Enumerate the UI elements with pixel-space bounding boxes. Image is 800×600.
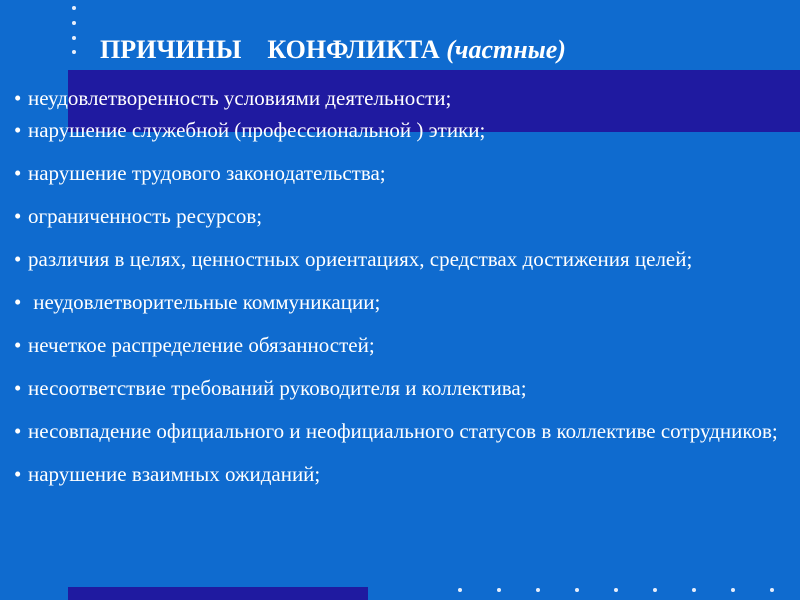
list-item <box>12 84 790 113</box>
decorative-dot <box>614 588 618 592</box>
bullet-icon: • <box>14 419 22 443</box>
decorative-dot <box>458 588 462 592</box>
list-item <box>12 331 790 360</box>
decorative-dots-bottom <box>0 584 800 596</box>
decorative-dot <box>72 21 76 25</box>
list-item-text: нечеткое распределение обязанностей; <box>28 333 375 357</box>
list-item <box>12 417 790 446</box>
decorative-dot <box>653 588 657 592</box>
title-subtitle: (частные) <box>446 35 566 64</box>
decorative-dot <box>692 588 696 592</box>
bullet-icon: • <box>14 462 22 486</box>
decorative-dot <box>497 588 501 592</box>
decorative-dot <box>72 6 76 10</box>
list-item-text: несоответствие требований руководителя и коллектива; <box>28 376 527 400</box>
decorative-dots-top <box>72 6 78 56</box>
list-item <box>12 116 790 145</box>
decorative-dot <box>72 36 76 40</box>
list-item-text: нарушение трудового законодательства; <box>28 161 386 185</box>
decorative-dot <box>72 50 76 54</box>
list-item <box>12 288 790 317</box>
decorative-dot <box>536 588 540 592</box>
bullet-icon: • <box>14 161 22 185</box>
bullet-icon: • <box>14 290 22 314</box>
bullet-icon: • <box>14 118 22 142</box>
list-item-text: неудовлетворенность условиями деятельности; <box>28 86 452 110</box>
title-main: ПРИЧИНЫ КОНФЛИКТА <box>100 35 440 64</box>
bullet-icon: • <box>14 376 22 400</box>
list-item-text: неудовлетворительные коммуникации; <box>28 290 381 314</box>
list-item-text: нарушение служебной (профессиональной ) этики; <box>28 118 486 142</box>
list-item <box>12 460 790 489</box>
list-item-text: нарушение взаимных ожиданий; <box>28 462 321 486</box>
list-item-text: ограниченность ресурсов; <box>28 204 263 228</box>
decorative-dot <box>731 588 735 592</box>
bullet-icon: • <box>14 204 22 228</box>
causes-list <box>12 84 790 489</box>
bullet-icon: • <box>14 247 22 271</box>
bullet-icon: • <box>14 86 22 110</box>
list-item-text: несовпадение официального и неофициального статусов в коллективе сотрудников; <box>28 419 778 443</box>
slide-title <box>100 30 780 70</box>
list-item <box>12 159 790 188</box>
list-item-text: различия в целях, ценностных ориентациях, средствах достижения целей; <box>28 247 693 271</box>
list-item <box>12 202 790 231</box>
bullet-icon: • <box>14 333 22 357</box>
decorative-dot <box>770 588 774 592</box>
list-item <box>12 374 790 403</box>
list-item <box>12 245 790 274</box>
decorative-dot <box>575 588 579 592</box>
